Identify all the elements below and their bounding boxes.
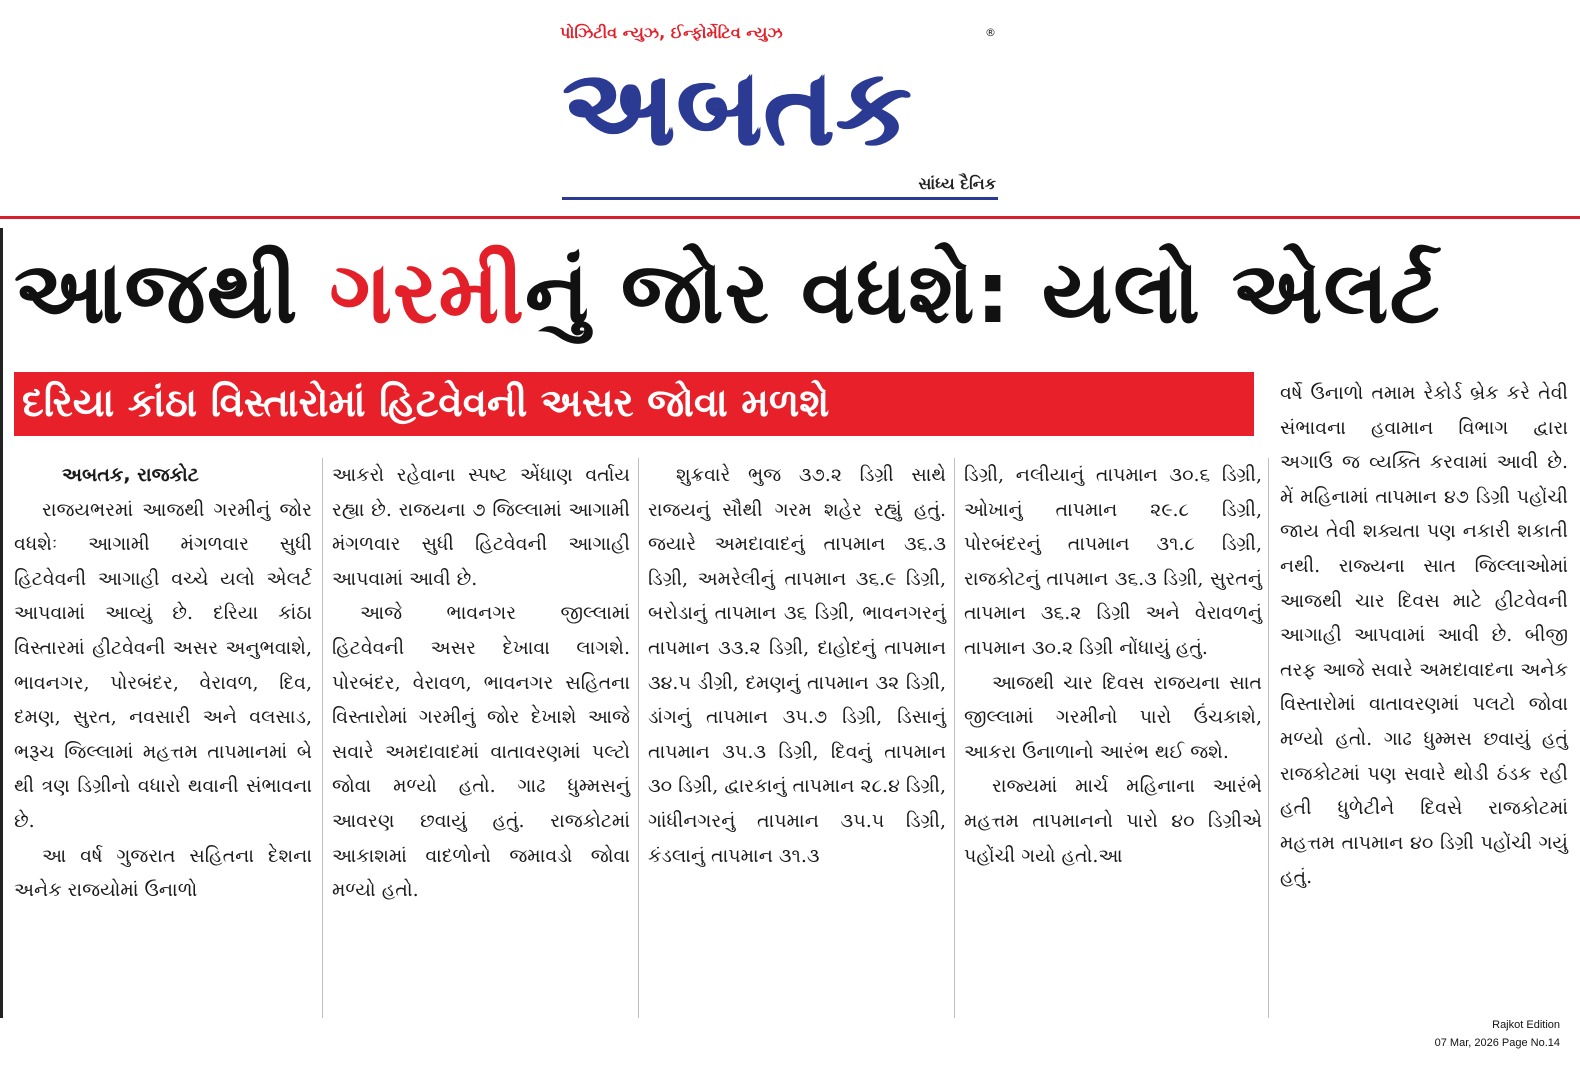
column-divider <box>954 458 955 1018</box>
paragraph: વર્ષે ઉનાળો તમામ રેકોર્ડ બ્રેક કરે તેવી સંભાવના હવામાન વિભાગ દ્વારા અગાઉ જ વ્યક્તિ કરવામાં આવી છે. મેં મહિનામાં તાપમાન ૪૭ ડિગ્રી પહોંચી જાય તેવી શક્યતા પણ નકારી શકાતી નથી. રાજ્યના સાત જિલ્લાઓમાં આજથી ચાર દિવસ માટે હીટવેવની આગાહી આપવામાં આવી છે. બીજી તરફ આજે સવારે અમદાવાદના અનેક વિસ્તારોમાં વાતાવરણમાં પલટો જોવા મળ્યો હતો. ગાઢ ધુમ્મસ છવાયું હતું રાજકોટમાં પણ સવારે થોડી ઠંડક રહી હતી ધુળેટીને દિવસે રાજકોટમાં મહત્તમ તાપમાન ૪૦ ડિગ્રી પહોંચી ગયું હતું. <box>1280 382 1568 889</box>
paragraph: ડિગ્રી, નલીયાનું તાપમાન ૩૦.૬ ડિગ્રી, ઓખાનું તાપમાન ૨૯.૮ ડિગ્રી, પોરબંદરનું તાપમાન ૩૧.૮ ડિગ્રી, રાજકોટનું તાપમાન ૩૬.૩ ડિગ્રી, સુરતનું તાપમાન ૩૬.૨ ડિગ્રી અને વેરાવળનું તાપમાન ૩૦.૨ ડિગ્રી નોંધાયું હતું. <box>964 464 1262 659</box>
paragraph: આજથી ચાર દિવસ રાજયના સાત જીલ્લામાં ગરમીનો પારો ઉંચકાશે, આકરા ઉનાળાનો આરંભ થઈ જશે. <box>964 671 1262 763</box>
masthead-subtitle: સાંધ્ય દૈનિક <box>918 174 996 193</box>
paragraph: રાજ્યમાં માર્ચ મહિનાના આરંભે મહત્તમ તાપમાનનો પારો ૪૦ ડિગ્રીએ પહોંચી ગયો હતો.આ <box>964 775 1262 867</box>
column-divider <box>638 458 639 1018</box>
edition-name: Rajkot Edition <box>1492 1019 1560 1031</box>
column-divider <box>1268 458 1269 1018</box>
logo-underline <box>562 197 998 200</box>
headline-highlight: ગરમી <box>329 243 525 343</box>
column-divider <box>322 458 323 1018</box>
registered-mark: ® <box>985 26 996 39</box>
article-left-border <box>0 228 3 1018</box>
subheadline-banner: દરિયા કાંઠા વિસ્તારોમાં હિટવેવની અસર જોવા મળશે <box>14 372 1254 436</box>
byline: અબતક, રાજકોટ <box>62 464 199 486</box>
article-column-4 <box>964 458 1262 873</box>
paragraph: આ વર્ષ ગુજરાત સહિતના દેશના અનેક રાજયોમાં ઉનાળો <box>14 844 312 902</box>
masthead-divider <box>0 216 1580 219</box>
headline-part2: નું જોર વધશે: યલો એલર્ટ <box>524 243 1441 343</box>
newspaper-logo: અબતક <box>562 46 913 169</box>
article-column-1 <box>14 458 312 908</box>
edition-info <box>1400 1016 1560 1056</box>
paragraph: રાજયભરમાં આજથી ગરમીનું જોર વધશેઃ આગામી મંગળવાર સુધી હિટવેવની આગાહી વચ્ચે યલો એલર્ટ આપવામાં આવ્યું છે. દરિયા કાંઠા વિસ્તારમાં હીટવેવની અસર અનુભવાશે, ભાવનગર, પોરબંદર, વેરાવળ, દિવ, દમણ, સુરત, નવસારી અને વલસાડ, ભરૂચ જિલ્લામાં મહત્તમ તાપમાનમાં બે થી ત્રણ ડિગ્રીનો વધારો થવાની સંભાવના છે. <box>14 498 312 832</box>
edition-date-page: 07 Mar, 2026 Page No.14 <box>1434 1037 1560 1049</box>
paragraph: આકરો રહેવાના સ્પષ્ટ એંધાણ વર્તાય રહ્યા છે. રાજયના ૭ જિલ્લામાં આગામી મંગળવાર સુધી હિટવેવની આગાહી આપવામાં આવી છે. <box>332 464 630 590</box>
paragraph: શુક્રવારે ભુજ ૩૭.૨ ડિગ્રી સાથે રાજયનું સૌથી ગરમ શહેર રહ્યું હતું. જયારે અમદાવાદનું તાપમાન ૩૬.૩ ડિગ્રી, અમરેલીનું તાપમાન ૩૬.૯ ડિગ્રી, બરોડાનું તાપમાન ૩૬ ડિગ્રી, ભાવનગરનું તાપમાન ૩૩.૨ ડિગ્રી, દાહોદનું તાપમાન ૩૪.૫ ડીગ્રી, દમણનું તાપમાન ૩૨ ડિગ્રી, ડાંગનું તાપમાન ૩૫.૭ ડિગ્રી, ડિસાનું તાપમાન ૩૫.૩ ડિગ્રી, દિવનું તાપમાન ૩૦ ડિગ્રી, દ્વારકાનું તાપમાન ૨૮.૪ ડિગ્રી, ગાંધીનગરનું તાપમાન ૩૫.૫ ડિગ્રી, કંડલાનું તાપમાન ૩૧.૩ <box>648 464 946 867</box>
article-column-5 <box>1280 376 1568 895</box>
headline <box>14 226 1566 360</box>
masthead-tagline: પોઝિટીવ ન્યુઝ, ઈન્ફોર્મેટિવ ન્યુઝ <box>560 23 783 42</box>
article-column-3 <box>648 458 946 873</box>
paragraph: આજે ભાવનગર જીલ્લામાં હિટવેવની અસર દેખાવા લાગશે. પોરબંદર, વેરાવળ, ભાવનગર સહિતના વિસ્તારોમાં ગરમીનું જોર દેખાશે આજે સવારે અમદાવાદમાં વાતાવરણમાં પલ્ટો જોવા મળ્યો હતો. ગાઢ ધુમ્મસનું આવરણ છવાયું હતું. રાજકોટમાં આકાશમાં વાદળોનો જમાવડો જોવા મળ્યો હતો. <box>332 602 630 902</box>
article-column-2 <box>332 458 630 908</box>
headline-part1: આજથી <box>14 243 330 343</box>
